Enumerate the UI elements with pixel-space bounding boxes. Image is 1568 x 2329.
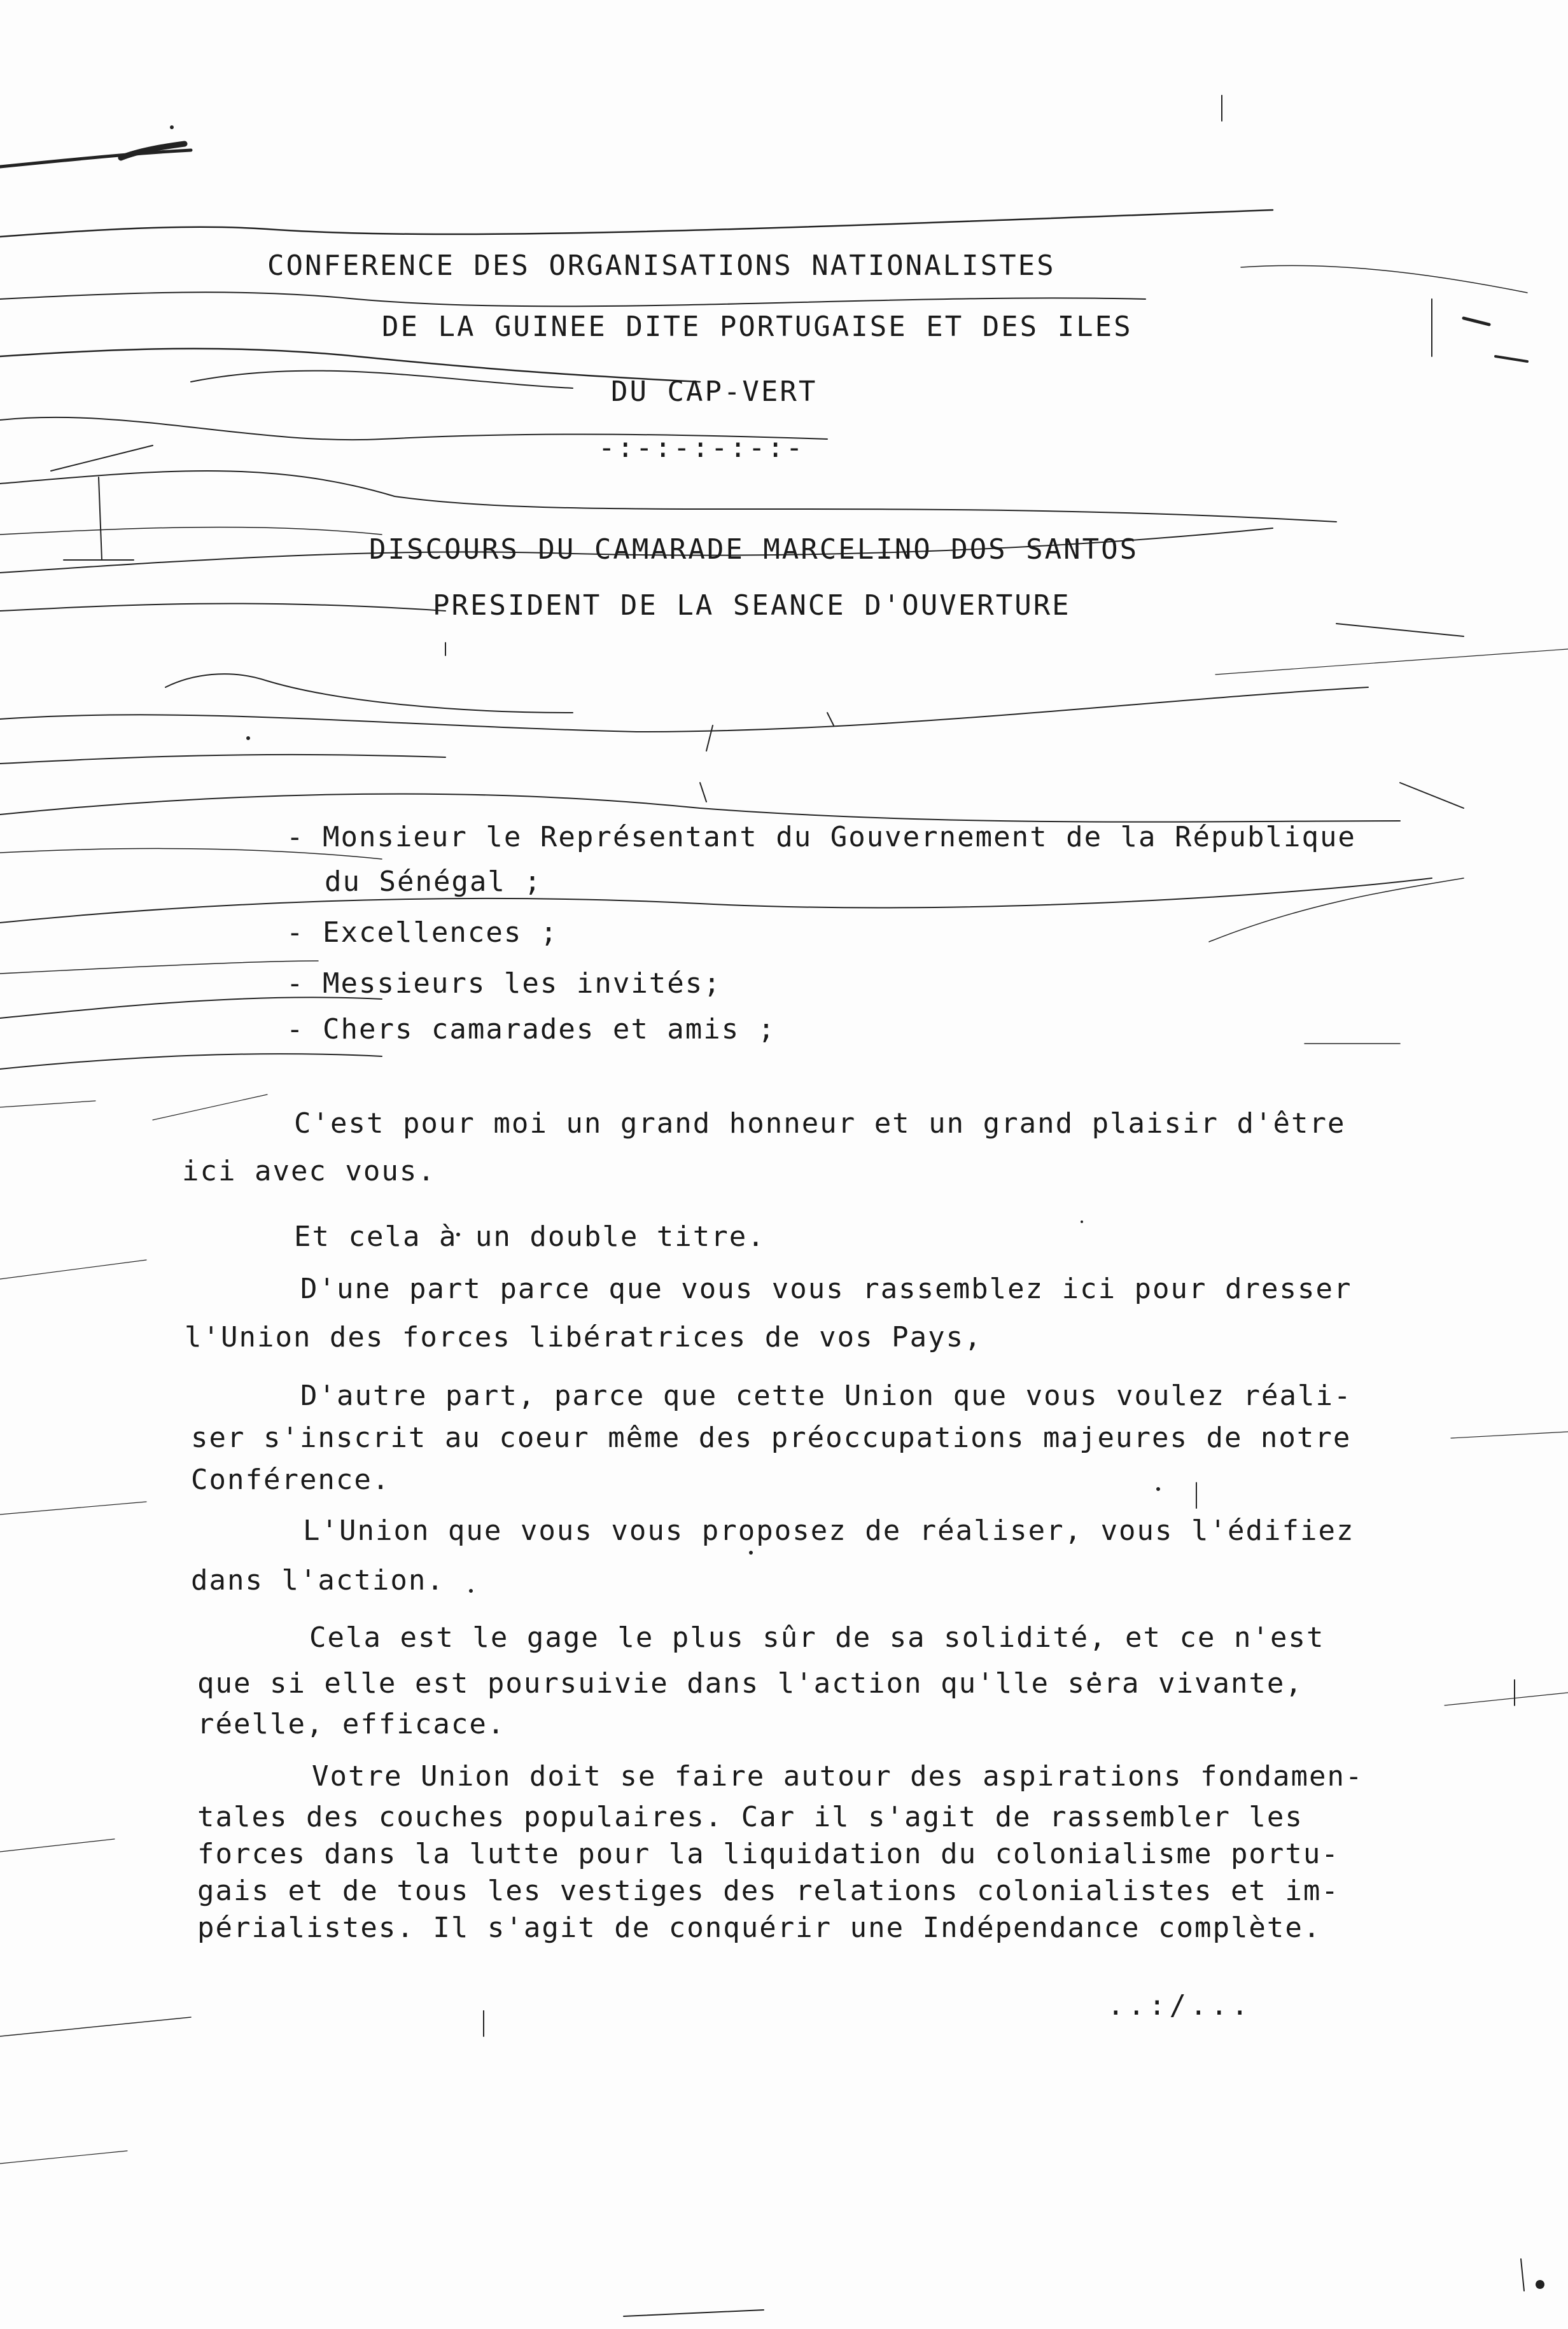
body-line: périalistes. Il s'agit de conquérir une Indépendance complète. bbox=[197, 1912, 1322, 1944]
body-line: Votre Union doit se faire autour des aspirations fondamen- bbox=[312, 1760, 1364, 1793]
conference-title-line-1: CONFERENCE DES ORGANISATIONS NATIONALISTES bbox=[267, 249, 1056, 282]
salutation-line: - Excellences ; bbox=[286, 916, 559, 949]
body-line: ici avec vous. bbox=[182, 1155, 436, 1187]
title-separator: -:-:-:-:-:- bbox=[598, 431, 805, 464]
conference-title-line-2: DE LA GUINEE DITE PORTUGAISE ET DES ILES bbox=[382, 311, 1133, 343]
body-line: D'une part parce que vous vous rassemblez ici pour dresser bbox=[300, 1273, 1352, 1305]
body-line: que si elle est poursuivie dans l'action qu'lle sera vivante, bbox=[197, 1667, 1303, 1700]
body-line: Cela est le gage le plus sûr de sa solidité, et ce n'est bbox=[309, 1621, 1325, 1654]
salutation-line: - Messieurs les invités; bbox=[286, 967, 722, 1000]
speech-title-line-1: DISCOURS DU CAMARADE MARCELINO DOS SANTOS bbox=[369, 533, 1139, 566]
salutation-line: du Sénégal ; bbox=[325, 865, 542, 898]
body-line: l'Union des forces libératrices de vos Pays, bbox=[185, 1321, 983, 1353]
body-line: tales des couches populaires. Car il s'agit de rassembler les bbox=[197, 1801, 1303, 1833]
salutation-line: - Monsieur le Représentant du Gouvernement de la République bbox=[286, 821, 1356, 853]
salutation-line: - Chers camarades et amis ; bbox=[286, 1013, 776, 1046]
speech-title-line-2: PRESIDENT DE LA SEANCE D'OUVERTURE bbox=[433, 589, 1071, 622]
body-line: dans l'action. bbox=[191, 1564, 445, 1597]
body-line: forces dans la lutte pour la liquidation du colonialisme portu- bbox=[197, 1838, 1340, 1870]
page-continuation-mark: ..:/... bbox=[1107, 1989, 1252, 2022]
body-line: Conférence. bbox=[191, 1464, 391, 1496]
body-line: ser s'inscrit au coeur même des préoccupations majeures de notre bbox=[191, 1422, 1352, 1454]
body-line: L'Union que vous vous proposez de réaliser, vous l'édifiez bbox=[303, 1514, 1355, 1547]
body-line: Et cela à un double titre. bbox=[294, 1220, 766, 1253]
body-line: réelle, efficace. bbox=[197, 1708, 506, 1740]
body-line: D'autre part, parce que cette Union que vous voulez réali- bbox=[300, 1380, 1352, 1412]
conference-title-line-3: DU CAP-VERT bbox=[611, 375, 818, 408]
body-line: gais et de tous les vestiges des relations colonialistes et im- bbox=[197, 1875, 1340, 1907]
body-line: C'est pour moi un grand honneur et un grand plaisir d'être bbox=[294, 1107, 1346, 1140]
